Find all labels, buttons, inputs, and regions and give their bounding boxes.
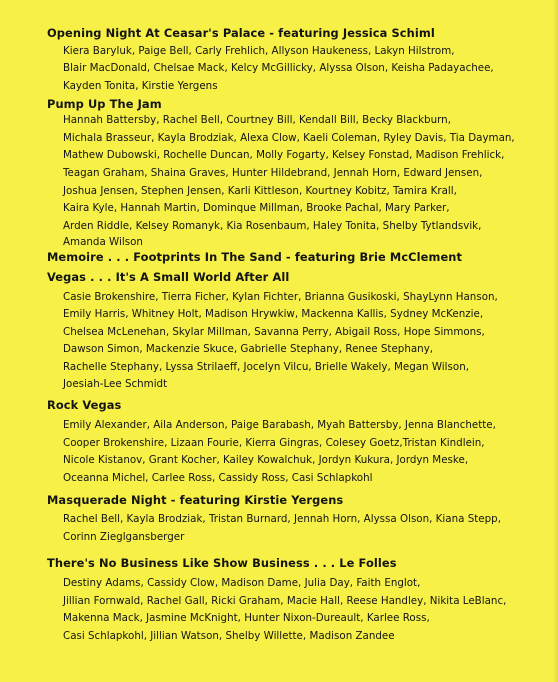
performer-line: Emily Alexander, Aila Anderson, Paige Barabash, Myah Battersby, Jenna Blanchette, [63,419,496,431]
performer-line: Amanda Wilson [63,236,143,248]
performer-line: Mathew Dubowski, Rochelle Duncan, Molly Fogarty, Kelsey Fonstad, Madison Frehlick, [63,149,505,161]
performer-line: Emily Harris, Whitney Holt, Madison Hrywkiw, Mackenna Kallis, Sydney McKenzie, [63,308,484,320]
performer-line: Kiera Baryluk, Paige Bell, Carly Frehlich, Allyson Haukeness, Lakyn Hilstrom, [63,45,455,57]
performer-line: Dawson Simon, Mackenzie Skuce, Gabrielle Stephany, Renee Stephany, [63,343,434,355]
performer-line: Nicole Kistanov, Grant Kocher, Kailey Kowalchuk, Jordyn Kukura, Jordyn Meske, [63,454,469,466]
performer-line: Chelsea McLenehan, Skylar Millman, Savanna Perry, Abigail Ross, Hope Simmons, [63,326,485,338]
section-title: Vegas . . . It's A Small World After All [47,270,290,284]
section-title: Masquerade Night - featuring Kirstie Yergens [47,493,344,507]
performer-line: Hannah Battersby, Rachel Bell, Courtney Bill, Kendall Bill, Becky Blackburn, [63,114,451,126]
section-title: Pump Up The Jam [47,97,162,111]
performer-line: Corinn Zieglgansberger [63,531,185,543]
performer-line: Casi Schlapkohl, Jillian Watson, Shelby Willette, Madison Zandee [63,630,395,642]
performer-line: Kayden Tonita, Kirstie Yergens [63,80,218,92]
page-edge-shadow [553,0,558,682]
section-title: Memoire . . . Footprints In The Sand - featuring Brie McClement [47,250,463,264]
performer-line: Rachel Bell, Kayla Brodziak, Tristan Burnard, Jennah Horn, Alyssa Olson, Kiana Stepp, [63,513,501,525]
performer-line: Blair MacDonald, Chelsae Mack, Kelcy McGillicky, Alyssa Olson, Keisha Padayachee, [63,62,494,74]
performer-line: Oceanna Michel, Carlee Ross, Cassidy Ross, Casi Schlapkohl [63,472,373,484]
performer-line: Arden Riddle, Kelsey Romanyk, Kia Rosenbaum, Haley Tonita, Shelby Tytlandsvik, [63,220,482,232]
section-title: There's No Business Like Show Business . . . Le Folles [47,556,397,570]
performer-line: Michala Brasseur, Kayla Brodziak, Alexa Clow, Kaeli Coleman, Ryley Davis, Tia Dayman, [63,132,515,144]
performer-line: Jillian Fornwald, Rachel Gall, Ricki Graham, Macie Hall, Reese Handley, Nikita LeBlanc, [63,595,507,607]
performer-line: Kaira Kyle, Hannah Martin, Dominque Millman, Brooke Pachal, Mary Parker, [63,202,450,214]
performer-line: Casie Brokenshire, Tierra Ficher, Kylan Fichter, Brianna Gusikoski, ShayLynn Hanson, [63,291,498,303]
section-title: Rock Vegas [47,398,122,412]
performer-line: Rachelle Stephany, Lyssa Strilaeff, Jocelyn Vilcu, Brielle Wakely, Megan Wilson, [63,361,469,373]
section-title: Opening Night At Ceasar's Palace - featuring Jessica Schiml [47,26,435,40]
performer-line: Destiny Adams, Cassidy Clow, Madison Dame, Julia Day, Faith Englot, [63,577,421,589]
performer-line: Teagan Graham, Shaina Graves, Hunter Hildebrand, Jennah Horn, Edward Jensen, [63,167,483,179]
performer-line: Cooper Brokenshire, Lizaan Fourie, Kierra Gingras, Colesey Goetz,Tristan Kindlein, [63,437,485,449]
performer-line: Joesiah-Lee Schmidt [63,378,168,390]
performer-line: Makenna Mack, Jasmine McKnight, Hunter Nixon-Dureault, Karlee Ross, [63,612,430,624]
performer-line: Joshua Jensen, Stephen Jensen, Karli Kittleson, Kourtney Kobitz, Tamira Krall, [63,185,457,197]
